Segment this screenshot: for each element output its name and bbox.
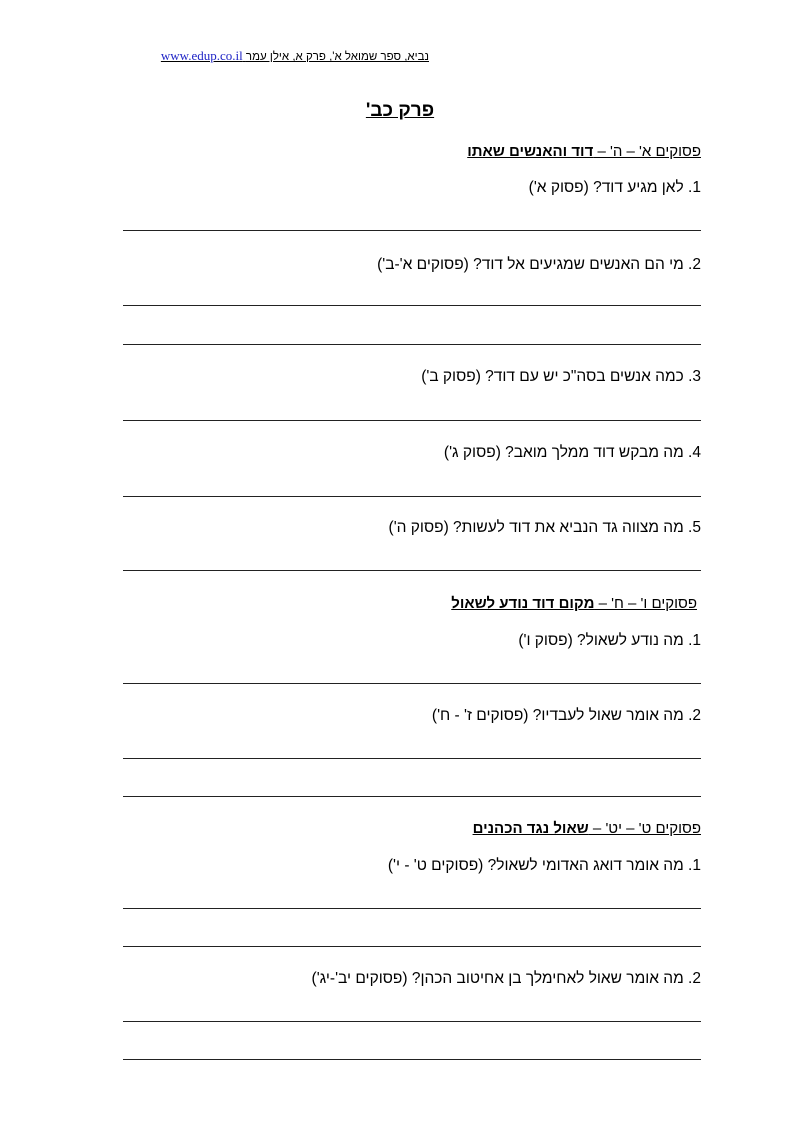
question-1-5: 5. מה מצווה גד הנביא את דוד לעשות? (פסוק ה') (388, 519, 701, 536)
section-range: פסוקים א' – ה' – (593, 143, 701, 160)
header-link[interactable]: www.edup.co.il (160, 48, 243, 63)
answer-line[interactable] (123, 305, 701, 306)
answer-line[interactable] (123, 683, 701, 684)
question-1-2: 2. מי הם האנשים שמגיעים אל דוד? (פסוקים א'-ב') (377, 256, 701, 273)
section-range: פסוקים ו' – ח' – (594, 595, 697, 612)
question-1-1: 1. לאן מגיע דוד? (פסוק א') (528, 179, 701, 196)
section-topic: מקום דוד נודע לשאול (451, 595, 595, 612)
header-text: נביא, ספר שמואל א', פרק א, אילן עמר (245, 51, 429, 63)
answer-line[interactable] (123, 796, 701, 797)
section-topic: דוד והאנשים שאתו (467, 143, 594, 160)
answer-line[interactable] (123, 758, 701, 759)
answer-line[interactable] (123, 570, 701, 571)
page-header (123, 49, 429, 64)
answer-line[interactable] (123, 344, 701, 345)
question-1-4: 4. מה מבקש דוד ממלך מואב? (פסוק ג') (443, 444, 701, 461)
answer-line[interactable] (123, 496, 701, 497)
section-heading-1 (467, 143, 701, 160)
question-2-2: 2. מה אומר שאול לעבדיו? (פסוקים ז' - ח') (431, 707, 701, 724)
answer-line[interactable] (123, 1021, 701, 1022)
section-heading-3 (473, 820, 701, 837)
question-2-1: 1. מה נודע לשאול? (פסוק ו') (518, 632, 701, 649)
section-topic: שאול נגד הכהנים (472, 820, 589, 837)
answer-line[interactable] (123, 1059, 701, 1060)
question-3-2: 2. מה אומר שאול לאחימלך בן אחיטוב הכהן? (פסוקים יב'-יג') (311, 970, 701, 987)
section-heading-2 (451, 595, 697, 612)
question-1-3: 3. כמה אנשים בסה"כ יש עם דוד? (פסוק ב') (421, 368, 701, 385)
answer-line[interactable] (123, 230, 701, 231)
section-range: פסוקים ט' – יט' – (588, 820, 701, 837)
page-title: פרק כב' (365, 100, 435, 121)
question-3-1: 1. מה אומר דואג האדומי לשאול? (פסוקים ט' - י') (387, 857, 701, 874)
answer-line[interactable] (123, 908, 701, 909)
answer-line[interactable] (123, 420, 701, 421)
answer-line[interactable] (123, 946, 701, 947)
